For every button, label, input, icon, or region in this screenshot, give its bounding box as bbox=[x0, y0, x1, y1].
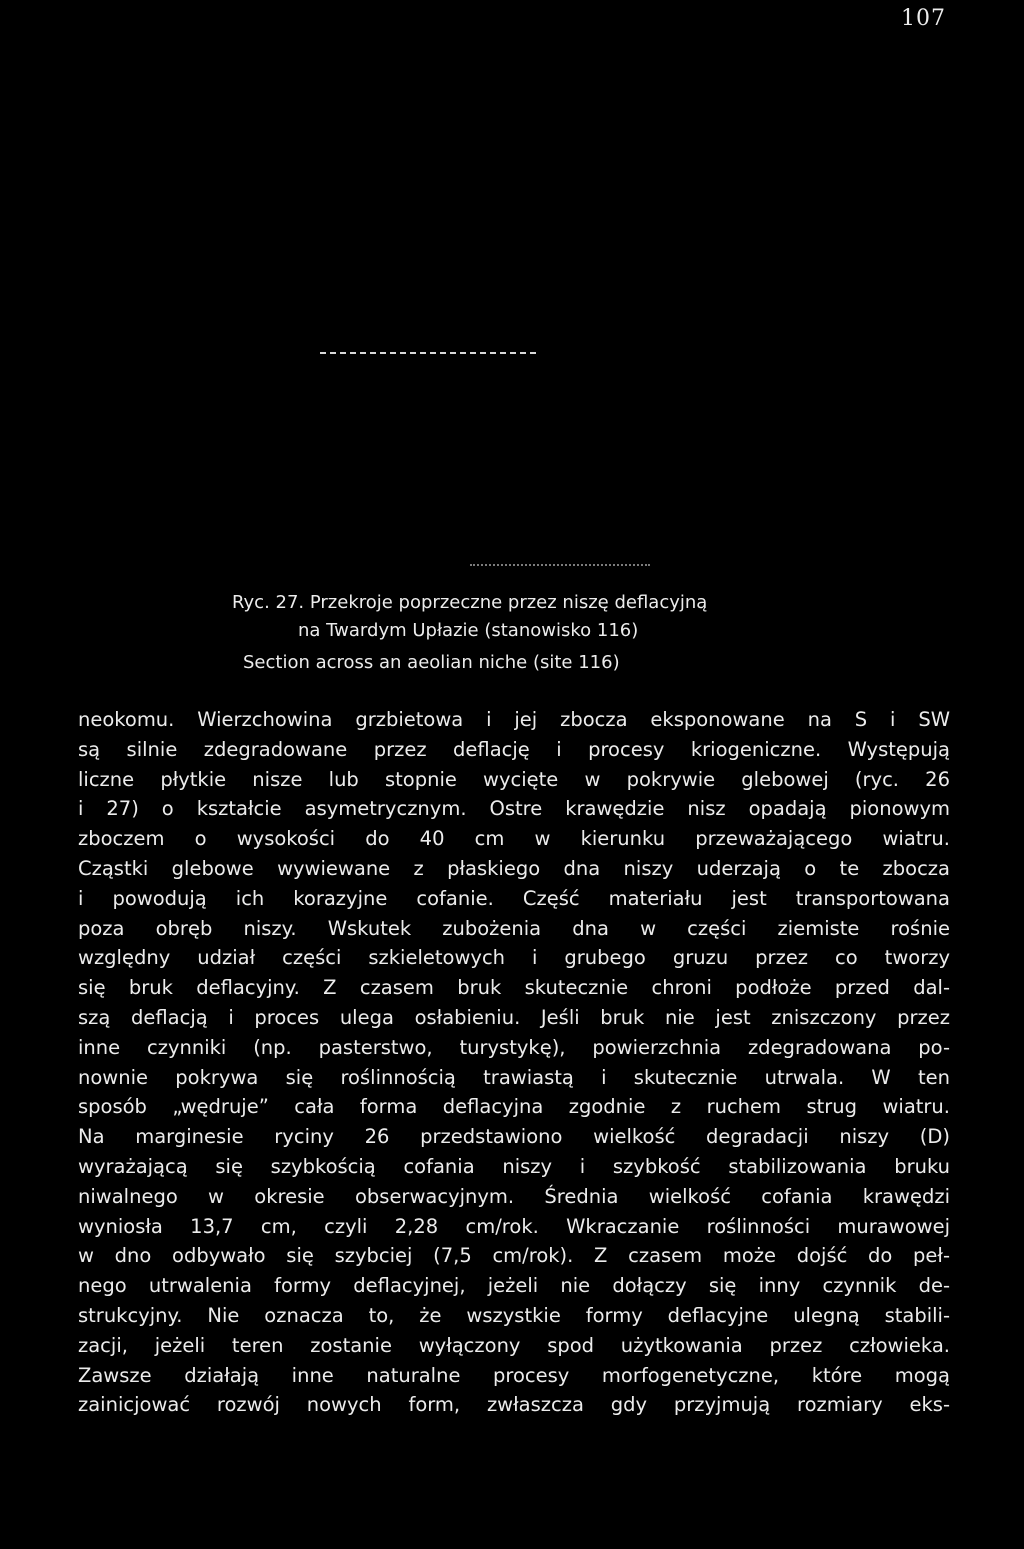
text-line: inne czynniki (np. pasterstwo, turystykę), powierzchnia zdegradowana po- bbox=[78, 1035, 950, 1059]
text-line: się bruk deflacyjny. Z czasem bruk skutecznie chroni podłoże przed dal- bbox=[78, 976, 950, 1000]
text-line: nego utrwalenia formy deflacyjnej, jeżeli nie dołączy się inny czynnik de- bbox=[78, 1274, 950, 1298]
text-line: zainicjować rozwój nowych form, zwłaszcza gdy przyjmują rozmiary eks- bbox=[78, 1393, 950, 1417]
text-line: niwalnego w okresie obserwacyjnym. Średnia wielkość cofania krawędzi bbox=[78, 1184, 950, 1208]
caption-line-english: Section across an aeolian niche (site 116) bbox=[243, 652, 620, 673]
text-line: względny udział części szkieletowych i grubego gruzu przez co tworzy bbox=[78, 946, 950, 970]
text-line: neokomu. Wierzchowina grzbietowa i jej zbocza eksponowane na S i SW bbox=[78, 708, 950, 731]
text-line: i 27) o kształcie asymetrycznym. Ostre krawędzie nisz opadają pionowym bbox=[78, 797, 950, 821]
text-line: są silnie zdegradowane przez deflację i procesy kriogeniczne. Występują bbox=[78, 737, 950, 761]
figure-faint-marks bbox=[470, 564, 650, 566]
text-line: w dno odbywało się szybciej (7,5 cm/rok). Z czasem może dojść do peł- bbox=[78, 1244, 950, 1268]
body-text bbox=[78, 705, 950, 1420]
caption-line-polish-1: Ryc. 27. Przekroje poprzeczne przez niszę deflacyjną bbox=[232, 592, 708, 613]
text-line: liczne płytkie nisze lub stopnie wycięte w pokrywie glebowej (ryc. 26 bbox=[78, 767, 950, 791]
text-line: poza obręb niszy. Wskutek zubożenia dna w części ziemiste rośnie bbox=[78, 916, 950, 940]
text-line: Zawsze działają inne naturalne procesy morfogenetyczne, które mogą bbox=[78, 1363, 950, 1387]
figure-dashed-line bbox=[320, 352, 536, 354]
text-line: zacji, jeżeli teren zostanie wyłączony spod użytkowania przez człowieka. bbox=[78, 1333, 950, 1357]
text-line: zboczem o wysokości do 40 cm w kierunku przeważającego wiatru. bbox=[78, 827, 950, 851]
caption-line-polish-2: na Twardym Upłazie (stanowisko 116) bbox=[298, 620, 639, 641]
text-line: Cząstki glebowe wywiewane z płaskiego dna niszy uderzają o te zbocza bbox=[78, 856, 950, 880]
text-line: i powodują ich korazyjne cofanie. Część materiału jest transportowana bbox=[78, 886, 950, 910]
text-line: sposób „wędruje” cała forma deflacyjna zgodnie z ruchem strug wiatru. bbox=[78, 1095, 950, 1119]
text-line: szą deflacją i proces ulega osłabieniu. Jeśli bruk nie jest zniszczony przez bbox=[78, 1005, 950, 1029]
page-number: 107 bbox=[901, 6, 946, 31]
text-line: strukcyjny. Nie oznacza to, że wszystkie formy deflacyjne ulegną stabili- bbox=[78, 1303, 950, 1327]
text-line: wyniosła 13,7 cm, czyli 2,28 cm/rok. Wkraczanie roślinności murawowej bbox=[78, 1214, 950, 1238]
text-line: wyrażającą się szybkością cofania niszy i szybkość stabilizowania bruku bbox=[78, 1154, 950, 1178]
text-line: nownie pokrywa się roślinnością trawiastą i skutecznie utrwala. W ten bbox=[78, 1065, 950, 1089]
text-line: Na marginesie ryciny 26 przedstawiono wielkość degradacji niszy (D) bbox=[78, 1125, 950, 1149]
